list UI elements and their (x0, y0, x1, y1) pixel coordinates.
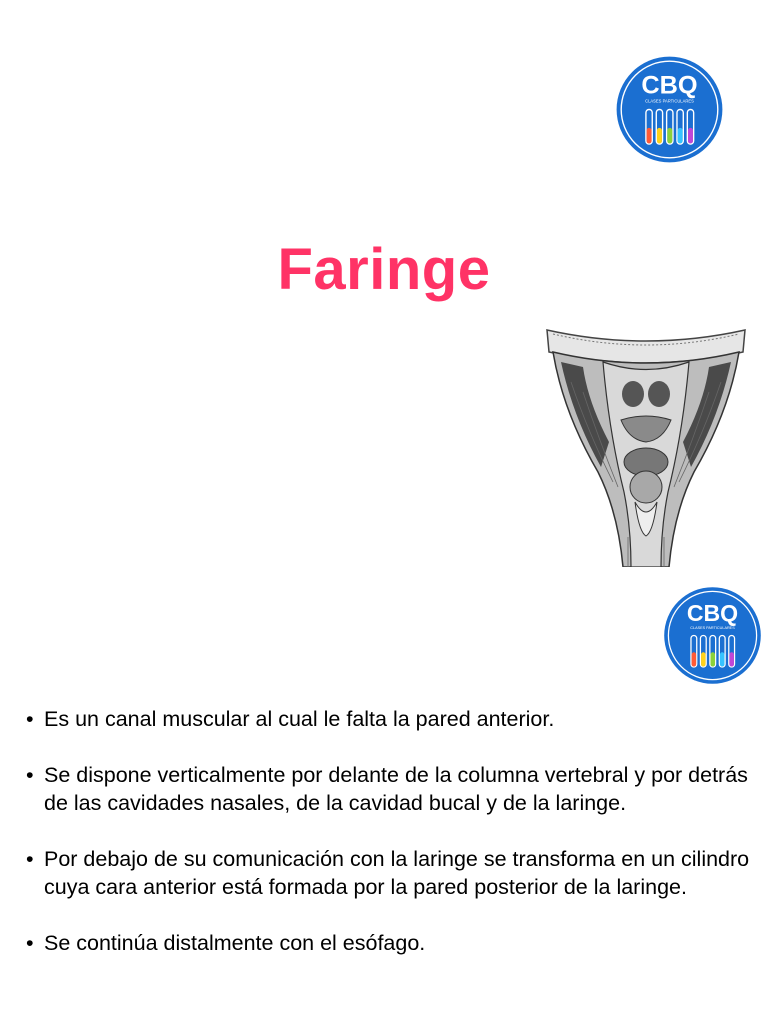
bullet-list (26, 705, 756, 985)
bullet-item: • Es un canal muscular al cual le falta la pared anterior. (26, 705, 756, 733)
tube-liquid (657, 128, 662, 144)
bullet-item: • Por debajo de su comunicación con la laringe se transforma en un cilindro cuya cara anterior está formada por la pared posterior de la laringe. (26, 845, 756, 901)
svg-text:CLASES PARTICULARES: CLASES PARTICULARES (690, 626, 735, 631)
slide-title: Faringe (277, 237, 491, 302)
pharynx-illustration (543, 322, 749, 567)
bullet-item: • Se continúa distalmente con el esófago. (26, 929, 756, 957)
tube-liquid (720, 652, 725, 666)
cbq-logo-top (612, 52, 727, 167)
svg-text:CBQ: CBQ (686, 599, 739, 626)
tube-liquid (688, 128, 693, 144)
tube-liquid (729, 652, 734, 666)
tube-liquid (678, 128, 683, 144)
tube-liquid (667, 128, 672, 144)
svg-text:CLASES PARTICULARES: CLASES PARTICULARES (645, 98, 694, 104)
tube-liquid (701, 652, 706, 666)
bullet-item: • Se dispone verticalmente por delante de la columna vertebral y por detrás de las cavidades nasales, de la cavidad bucal y de la laringe. (26, 761, 756, 817)
tube-liquid (647, 128, 652, 144)
svg-text:CBQ: CBQ (641, 71, 698, 100)
cbq-logo-secondary (660, 583, 765, 688)
tube-liquid (711, 652, 716, 666)
tube-liquid (692, 652, 697, 666)
